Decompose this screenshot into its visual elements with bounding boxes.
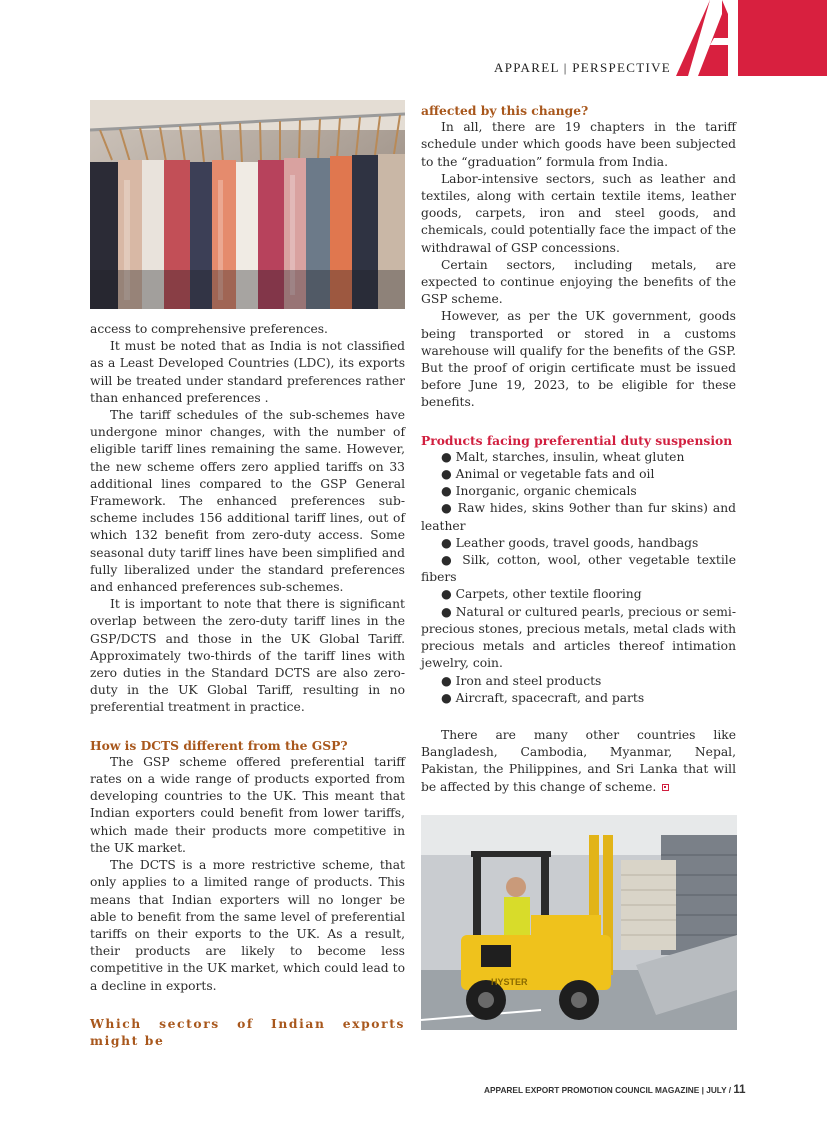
paragraph: The tariff schedules of the sub-schemes have undergone minor changes, with the number of eligible tariff lines remaining the same. However, the new scheme offers zero applied tariffs on 33 additional lines compared to the GSP General Framework. The enhanced preferences sub-scheme includes 156 additional tariff lines, out of which 132 benefit from zero-duty access. Some seasonal duty tariff lines have been simplified and fully liberalized under the standard preferences and enhanced preferences sub-schemes. — [90, 408, 405, 595]
paragraph: It is important to note that there is significant overlap between the zero-duty tariff lines in the GSP/DCTS and those in the UK Global Tariff. Approximately two-thirds of the tariff lines with zero duties in the Standard DCTS are also zero-duty in the UK Global Tariff, resulting in no preferential treatment in practice. — [90, 597, 405, 715]
list-item: ● Iron and steel products — [441, 673, 602, 688]
list-item: ● Silk, cotton, wool, other vegetable textile fibers — [421, 553, 736, 585]
product-list — [421, 449, 736, 707]
paragraph: Certain sectors, including metals, are expected to continue enjoying the benefits of the GSP scheme. — [421, 257, 736, 307]
paragraph: Labor-intensive sectors, such as leather and textiles, along with certain textile items, leather goods, carpets, iron and steel goods, and chemicals, could potentially face the impact of the withdrawal of GSP concessions. — [421, 171, 736, 255]
paragraph — [421, 727, 736, 796]
paragraph: The GSP scheme offered preferential tariff rates on a wide range of products exported from developing countries to the UK. This meant that Indian exporters could benefit from lower tariffs, which made their products more competitive in the UK market. — [90, 754, 405, 855]
closing-text: There are many other countries like Bangladesh, Cambodia, Myanmar, Nepal, Pakistan, the Philippines, and Sri Lanka that will be affected by this change of scheme. — [421, 727, 736, 794]
paragraph: It must be noted that as India is not classified as a Least Developed Countries (LDC), its exports will be treated under standard preferences rather than enhanced preferences . — [90, 339, 405, 405]
section-label: APPAREL | PERSPECTIVE — [494, 60, 672, 75]
list-item: ● Natural or cultured pearls, precious or semi-precious stones, precious metals, metal clads with precious metals and articles thereof intimation jewelry, coin. — [421, 604, 736, 671]
list-item: ● Leather goods, travel goods, handbags — [441, 535, 699, 550]
section-heading: How is DCTS different from the GSP? — [90, 737, 348, 753]
list-item: ● Raw hides, skins 9other than fur skins) and leather — [421, 501, 736, 533]
clothes-rack-photo — [90, 100, 405, 309]
forklift-brand-label: HYSTER — [491, 977, 528, 987]
page-footer — [484, 1084, 746, 1096]
list-item: ● Malt, starches, insulin, wheat gluten — [441, 449, 685, 464]
section-heading: affected by this change? — [421, 103, 589, 118]
footer-magazine: APPAREL EXPORT PROMOTION COUNCIL MAGAZINE | JULY / — [484, 1085, 732, 1095]
paragraph: The DCTS is a more restrictive scheme, that only applies to a limited range of products. This means that Indian exporters will no longer be able to benefit from the same level of preferential tariffs on their exports to the UK. As a result, their products are likely to become less competitive in the UK market, which could lead to a decline in exports. — [90, 858, 405, 993]
paragraph: However, as per the UK government, goods being transported or stored in a customs warehouse will qualify for the benefits of the GSP. But the proof of origin certificate must be issued before June 19, 2023, to be eligible for these benefits. — [421, 309, 736, 410]
section-heading: Products facing preferential duty suspension — [421, 432, 733, 448]
section-heading: Which sectors of Indian exports might be — [90, 1015, 405, 1048]
paragraph: In all, there are 19 chapters in the tariff schedule under which goods have been subjected to the “graduation” formula from India. — [421, 120, 736, 169]
page-number: 11 — [733, 1084, 746, 1096]
right-column — [421, 102, 736, 796]
left-column — [90, 321, 405, 1049]
end-mark-icon — [662, 784, 669, 791]
forklift-warehouse-photo — [421, 815, 737, 1030]
magazine-logo-icon — [676, 0, 827, 76]
list-item: ● Animal or vegetable fats and oil — [441, 467, 655, 482]
list-item: ● Aircraft, spacecraft, and parts — [441, 690, 645, 705]
paragraph: access to comprehensive preferences. — [90, 322, 328, 336]
list-item: ● Carpets, other textile flooring — [441, 587, 642, 602]
list-item: ● Inorganic, organic chemicals — [441, 484, 637, 499]
